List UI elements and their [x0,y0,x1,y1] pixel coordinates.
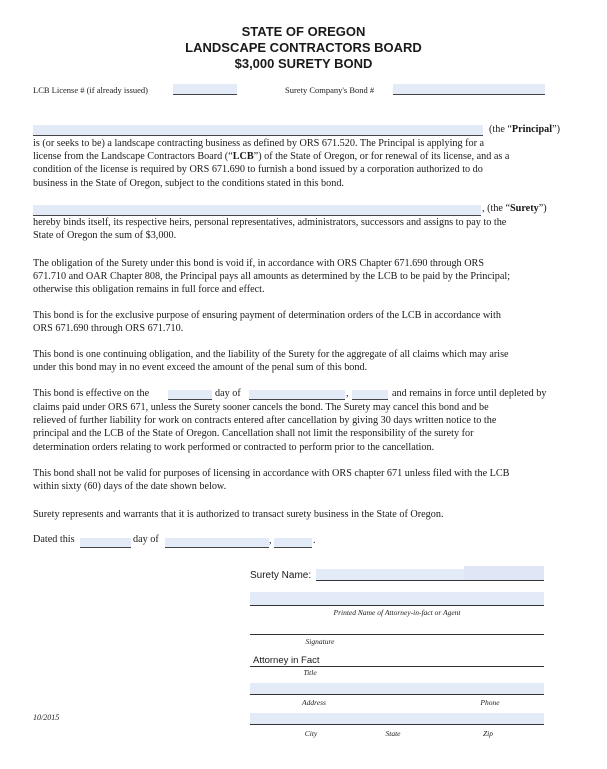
state-field[interactable] [380,713,460,725]
surety-name-field[interactable] [316,569,464,580]
printed-name-label: Printed Name of Attorney-in-fact or Agent [333,608,461,617]
dated-comma: , [269,535,272,546]
signature-label: Signature [305,637,335,646]
effective-text-c: and remains in force until depleted by [392,388,547,399]
dated-year-field[interactable] [274,538,312,548]
dated-text-b: day of [133,534,159,545]
effective-text-a: This bond is effective on the [33,388,150,399]
effective-day-field[interactable] [168,390,212,400]
effective-paragraph: claims paid under ORS 671, unless the Surety sooner cancels the bond. The Surety may cancel this bond and be relieved of further liability for work on contracts entered after cancellation by giving 30 days written notice to the principal and the LCB of the State of Oregon. Cancellation shall not limit the responsibility of the surety for determination orders relating to work performed or contracted to perform prior to the cancellation. [33,402,497,453]
address-label: Address [302,698,326,707]
lcb-license-label: LCB License # (if already issued) [33,85,148,95]
printed-name-field[interactable] [250,592,544,606]
surety-bond-number-field[interactable] [393,84,545,95]
dated-month-field[interactable] [165,538,269,548]
revision-date: 10/2015 [33,713,60,722]
doc-title-state: STATE OF OREGON [241,24,366,39]
title-label: Title [303,668,317,677]
dated-text-a: Dated this [33,534,75,545]
surety-name-field-top[interactable] [33,205,481,216]
principal-designation: (the “Principal”) [489,124,561,135]
city-field[interactable] [250,713,380,725]
validity-paragraph: This bond shall not be valid for purposes of licensing in accordance with ORS chapter 671 unless filed with the LCB within sixty (60) days of the date shown below. [33,468,510,493]
state-label: State [385,729,401,738]
zip-label: Zip [482,729,493,738]
title-value: Attorney in Fact [253,655,320,666]
phone-label: Phone [480,698,500,707]
surety-designation: , (the “Surety”) [482,203,547,214]
address-field[interactable] [250,683,460,695]
effective-text-b: day of [215,388,241,399]
principal-name-field[interactable] [33,125,483,136]
surety-name-field-ext[interactable] [464,566,544,580]
obligation-paragraph: The obligation of the Surety under this bond is void if, in accordance with ORS Chapter 671.690 through ORS 671.710 and OAR Chapter 808, the Principal pays all amounts as determined by the LCB to be paid by the Principal; otherwise this obligation remains in full force and effect. [33,258,511,296]
signature-line[interactable] [250,634,544,635]
phone-field[interactable] [460,683,544,695]
effective-month-field[interactable] [249,390,345,400]
surety-name-line [316,580,544,581]
principal-paragraph: is (or seeks to be) a landscape contracting business as defined by ORS 671.520. The Principal is applying for a license from the Landscape Contractors Board (“LCB”) of the State of Oregon, or for renewal of its license, and as a condition of the license is required by ORS 671.690 to furnish a bond issued by a corporation authorized to do business in the State of Oregon, subject to the conditions stated in this bond. [33,138,510,189]
doc-title-bond: $3,000 SURETY BOND [234,56,373,71]
continuing-paragraph: This bond is one continuing obligation, and the liability of the Surety for the aggregate of all claims which may arise under this bond may in no event exceed the amount of the penal sum of this bond. [33,349,509,374]
surety-bond-number-label: Surety Company's Bond # [285,85,375,95]
city-label: City [304,729,318,738]
surety-paragraph: hereby binds itself, its respective heirs, personal representatives, administrators, successors and assigns to pay to the State of Oregon the sum of $3,000. [33,217,507,242]
purpose-paragraph: This bond is for the exclusive purpose of ensuring payment of determination orders of the LCB in accordance with ORS 671.690 through ORS 671.710. [33,310,501,335]
effective-year-field[interactable] [352,390,388,400]
lcb-license-field[interactable] [173,84,237,95]
title-line [250,666,544,667]
warrant-paragraph: Surety represents and warrants that it is authorized to transact surety business in the State of Oregon. [33,509,444,520]
surety-name-label: Surety Name: [250,570,312,581]
effective-comma: , [346,388,349,399]
doc-title-board: LANDSCAPE CONTRACTORS BOARD [185,40,422,55]
dated-day-field[interactable] [80,538,131,548]
dated-period: . [313,535,316,546]
zip-field[interactable] [460,713,544,725]
